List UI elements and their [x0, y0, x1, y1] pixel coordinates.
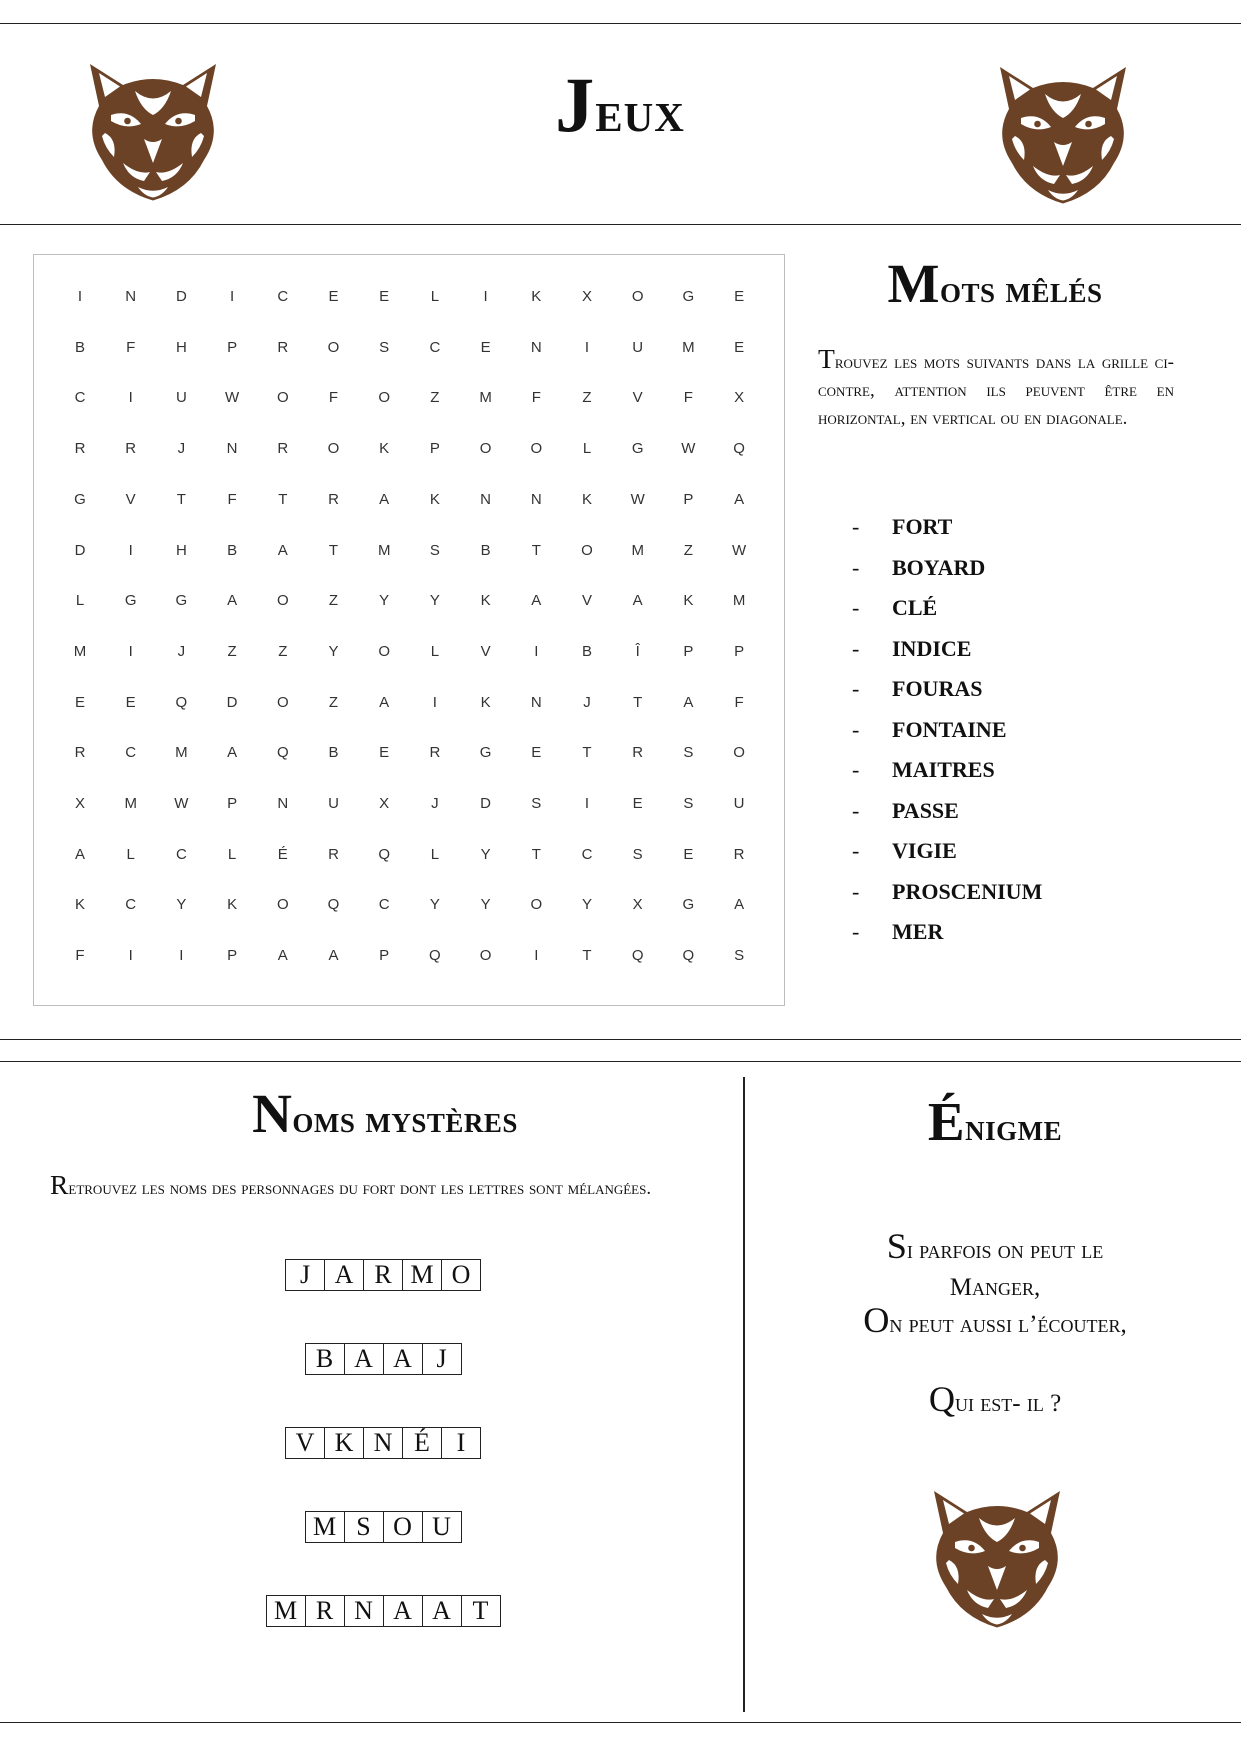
grid-letter: W: [630, 490, 645, 508]
grid-letter: S: [531, 795, 542, 812]
grid-letter: E: [125, 693, 136, 711]
grid-letter: Q: [175, 693, 188, 711]
list-bullet: -: [852, 635, 860, 661]
word-list-item: [852, 838, 1042, 879]
grid-letter: E: [379, 288, 390, 305]
grid-letter: U: [733, 795, 745, 812]
grid-letter: Y: [379, 592, 390, 610]
grid-letter: F: [328, 389, 339, 407]
grid-letter: B: [581, 642, 592, 660]
grid-letter: F: [531, 389, 541, 407]
grid-letter: O: [276, 389, 289, 407]
tiger-head-icon: [78, 55, 228, 205]
grid-letter: A: [328, 947, 339, 965]
grid-letter: A: [683, 693, 694, 711]
list-bullet: -: [852, 838, 860, 863]
grid-letter: W: [681, 440, 696, 458]
grid-letter: B: [480, 541, 491, 559]
grid-letter: H: [175, 338, 187, 356]
grid-letter: M: [631, 541, 644, 559]
grid-letter: Î: [635, 642, 640, 660]
grid-letter: C: [429, 338, 441, 356]
grid-letter: J: [583, 693, 591, 711]
grid-letter: R: [125, 440, 137, 458]
grid-letter: W: [225, 389, 240, 407]
grid-letter: B: [74, 338, 85, 356]
grid-letter: N: [226, 440, 238, 458]
grid-letter: D: [74, 541, 86, 559]
grid-letter: B: [328, 744, 339, 762]
grid-letter: V: [480, 642, 491, 660]
grid-letter: E: [632, 795, 643, 812]
list-bullet: -: [852, 554, 860, 580]
tiger-head-icon: [922, 1482, 1072, 1632]
grid-letter: Q: [682, 947, 695, 965]
grid-letter: Z: [227, 642, 237, 660]
grid-letter: P: [227, 338, 238, 356]
grid-letter: A: [277, 947, 288, 965]
word-list-item: [852, 676, 1042, 717]
grid-letter: V: [125, 490, 136, 508]
grid-letter: V: [581, 592, 592, 610]
grid-letter: R: [74, 744, 86, 762]
grid-letter: Y: [176, 896, 187, 914]
grid-letter: A: [734, 896, 745, 914]
tiger-head-icon: [988, 58, 1138, 208]
grid-letter: R: [328, 845, 339, 863]
grid-letter: I: [584, 338, 590, 356]
grid-letter: I: [179, 947, 184, 965]
letter-tile: M: [305, 1511, 345, 1543]
grid-letter: V: [632, 389, 643, 407]
grid-letter: C: [378, 896, 390, 914]
grid-letter: O: [276, 693, 289, 711]
grid-letter: E: [379, 744, 390, 762]
grid-letter: N: [530, 490, 542, 508]
grid-letter: O: [378, 642, 391, 660]
grid-letter: A: [632, 592, 643, 610]
grid-letter: F: [683, 389, 693, 407]
grid-letter: L: [430, 845, 440, 863]
grid-letter: G: [479, 744, 492, 762]
letter-tile: R: [305, 1595, 345, 1627]
letter-tile: U: [422, 1511, 462, 1543]
grid-letter: C: [175, 845, 187, 863]
grid-letter: Y: [429, 592, 440, 610]
list-bullet: -: [852, 797, 860, 823]
letter-tile: É: [402, 1427, 442, 1459]
grid-letter: E: [328, 288, 339, 305]
grid-letter: F: [227, 490, 237, 508]
word-label: CLÉ: [892, 595, 938, 620]
letter-tile: A: [344, 1343, 384, 1375]
word-label: FOURAS: [892, 676, 983, 701]
list-bullet: -: [852, 757, 860, 782]
list-bullet: -: [852, 514, 860, 539]
grid-letter: J: [177, 440, 186, 458]
grid-letter: R: [277, 338, 289, 356]
grid-letter: X: [734, 389, 745, 407]
grid-letter: I: [128, 541, 133, 559]
grid-letter: R: [74, 440, 86, 458]
list-bullet: -: [852, 595, 860, 620]
column-divider: [743, 1077, 745, 1712]
word-search-grid: [33, 254, 785, 1006]
grid-letter: A: [277, 541, 288, 559]
grid-letter: A: [734, 490, 745, 508]
grid-letter: S: [379, 338, 390, 356]
header-rule: [0, 224, 1241, 225]
grid-letter: S: [429, 541, 440, 559]
grid-letter: X: [581, 288, 592, 305]
letter-tile: B: [305, 1343, 345, 1375]
grid-letter: P: [429, 440, 440, 458]
grid-letter: T: [633, 693, 643, 711]
bottom-rule: [0, 1722, 1241, 1723]
grid-letter: B: [227, 541, 238, 559]
grid-letter: L: [582, 440, 592, 458]
letter-tile: S: [344, 1511, 384, 1543]
mystery-name-row: [286, 1427, 481, 1459]
grid-letter: K: [581, 490, 592, 508]
grid-letter: C: [277, 288, 289, 305]
grid-letter: I: [584, 795, 590, 812]
grid-letter: A: [227, 744, 238, 762]
list-bullet: -: [852, 716, 860, 742]
grid-letter: Q: [327, 896, 340, 914]
grid-letter: G: [124, 592, 137, 610]
grid-letter: G: [682, 896, 695, 914]
grid-letter: K: [74, 896, 85, 914]
grid-letter: I: [128, 947, 133, 965]
word-list-item: [852, 636, 1042, 677]
grid-letter: O: [327, 440, 340, 458]
grid-letter: I: [432, 693, 437, 711]
grid-letter: N: [277, 795, 289, 812]
list-bullet: -: [852, 919, 860, 944]
mystery-names-instructions: Retrouvez les noms des personnages du fort dont les lettres sont mélangées.: [50, 1169, 652, 1200]
riddle-title: Énigme: [927, 1091, 1063, 1152]
grid-letter: C: [74, 389, 86, 407]
mystery-name-row: [306, 1511, 462, 1543]
grid-letter: P: [227, 947, 238, 965]
grid-letter: R: [429, 744, 441, 762]
word-label: PROSCENIUM: [892, 878, 1043, 904]
grid-letter: O: [479, 440, 492, 458]
letter-tile: K: [324, 1427, 364, 1459]
mystery-name-row: [267, 1595, 501, 1627]
grid-letter: I: [230, 288, 235, 305]
grid-letter: W: [732, 541, 747, 559]
mystery-name-row: [286, 1259, 481, 1291]
grid-letter: M: [682, 338, 695, 356]
grid-letter: D: [480, 795, 492, 812]
grid-letter: Q: [378, 845, 391, 863]
letter-tile: O: [383, 1511, 423, 1543]
grid-letter: Z: [683, 541, 693, 559]
grid-letter: U: [175, 389, 187, 407]
grid-letter: L: [430, 642, 440, 660]
letter-tile: R: [363, 1259, 403, 1291]
word-label: PASSE: [892, 797, 959, 823]
word-label: FONTAINE: [892, 716, 1007, 742]
grid-letter: E: [734, 288, 745, 305]
grid-letter: T: [531, 845, 541, 863]
riddle-question: Qui est- il ?: [928, 1379, 1062, 1419]
grid-letter: M: [124, 795, 137, 812]
grid-letter: N: [530, 693, 542, 711]
letter-tile: J: [422, 1343, 462, 1375]
grid-letter: O: [276, 592, 289, 610]
letter-tile: A: [383, 1343, 423, 1375]
grid-letter: O: [327, 338, 340, 356]
grid-letter: X: [632, 896, 643, 914]
grid-letter: E: [531, 744, 542, 762]
grid-letter: O: [530, 440, 543, 458]
grid-letter: I: [483, 288, 488, 305]
grid-letter: S: [683, 795, 694, 812]
grid-letter: A: [227, 592, 238, 610]
grid-letter: P: [227, 795, 238, 812]
letter-tile: A: [422, 1595, 462, 1627]
grid-letter: Q: [429, 947, 441, 965]
word-label: BOYARD: [892, 554, 986, 580]
letter-tile: N: [363, 1427, 403, 1459]
top-rule: [0, 23, 1241, 24]
word-list-item: [852, 757, 1042, 798]
grid-letter: P: [683, 642, 694, 660]
grid-letter: F: [75, 947, 85, 965]
letter-tile: O: [441, 1259, 481, 1291]
word-list-item: [852, 919, 1042, 960]
grid-letter: P: [379, 947, 390, 965]
grid-letter: S: [734, 947, 745, 965]
grid-letter: A: [74, 845, 85, 863]
grid-letter: R: [632, 744, 644, 762]
grid-letter: A: [379, 693, 390, 711]
word-label: MER: [892, 919, 944, 944]
word-label: MAITRES: [892, 757, 995, 782]
riddle-line-3: On peut aussi l’écouter,: [863, 1300, 1127, 1340]
grid-letter: K: [531, 288, 542, 305]
mystery-names-title: Noms mystères: [252, 1083, 518, 1144]
grid-letter: T: [176, 490, 186, 508]
grid-letter: U: [632, 338, 644, 356]
grid-letter: D: [226, 693, 238, 711]
middle-rule-1: [0, 1039, 1241, 1040]
word-label: INDICE: [892, 635, 972, 661]
grid-letter: M: [479, 389, 492, 407]
grid-letter: E: [683, 845, 694, 863]
page-title: Jeux: [555, 61, 685, 148]
grid-letter: P: [683, 490, 694, 508]
grid-letter: I: [128, 389, 133, 407]
grid-letter: Q: [276, 744, 289, 762]
grid-letter: O: [378, 389, 391, 407]
grid-letter: R: [733, 845, 745, 863]
grid-letter: Y: [328, 642, 339, 660]
letter-tile: M: [266, 1595, 306, 1627]
middle-rule-2: [0, 1061, 1241, 1062]
letter-tile: A: [383, 1595, 423, 1627]
grid-letter: K: [429, 490, 440, 508]
grid-letter: Z: [278, 642, 288, 660]
word-list-item: [852, 798, 1042, 839]
list-bullet: -: [852, 676, 860, 701]
grid-letter: T: [582, 947, 592, 965]
grid-letter: E: [734, 338, 745, 356]
grid-letter: Z: [328, 693, 339, 711]
grid-letter: Y: [480, 845, 491, 863]
grid-letter: S: [632, 845, 643, 863]
grid-letter: M: [73, 642, 87, 660]
grid-letter: T: [278, 490, 288, 508]
grid-letter: O: [479, 947, 492, 965]
grid-letter: P: [734, 642, 745, 660]
grid-letter: Q: [733, 440, 745, 458]
grid-letter: I: [534, 947, 539, 965]
grid-letter: K: [227, 896, 238, 914]
word-label: FORT: [892, 514, 953, 539]
grid-letter: C: [125, 744, 137, 762]
list-bullet: -: [852, 878, 860, 904]
mystery-name-row: [306, 1343, 462, 1375]
grid-letter: O: [276, 896, 289, 914]
grid-letter: Q: [631, 947, 644, 965]
grid-letter: I: [128, 642, 133, 660]
grid-letter: R: [277, 440, 289, 458]
grid-letter: O: [530, 896, 543, 914]
grid-letter: X: [74, 795, 85, 812]
letter-tile: I: [441, 1427, 481, 1459]
word-label: VIGIE: [892, 838, 957, 863]
grid-letter: J: [177, 642, 186, 660]
grid-letter: R: [328, 490, 339, 508]
grid-letter: W: [174, 795, 189, 812]
grid-letter: G: [74, 490, 86, 508]
grid-letter: K: [379, 440, 390, 458]
grid-letter: K: [683, 592, 694, 610]
grid-letter: L: [75, 592, 85, 610]
grid-letter: M: [377, 541, 391, 559]
grid-letter: G: [631, 440, 644, 458]
grid-letter: C: [125, 896, 137, 914]
letter-tile: J: [285, 1259, 325, 1291]
letter-tile: N: [344, 1595, 384, 1627]
grid-letter: S: [683, 744, 694, 762]
grid-letter: Z: [582, 389, 592, 407]
letter-tile: M: [402, 1259, 442, 1291]
grid-letter: L: [126, 845, 135, 863]
grid-letter: N: [125, 288, 137, 305]
word-list: [852, 514, 1042, 960]
letter-tile: T: [461, 1595, 501, 1627]
grid-letter: Y: [480, 896, 491, 914]
letter-tile: V: [285, 1427, 325, 1459]
riddle-line-2: manger,: [949, 1263, 1041, 1303]
grid-letter: E: [74, 693, 85, 711]
grid-letter: E: [480, 338, 491, 356]
word-list-item: [852, 595, 1042, 636]
grid-letter: Y: [581, 896, 592, 914]
grid-letter: L: [227, 845, 237, 863]
grid-letter: H: [175, 541, 187, 559]
grid-letter: G: [682, 288, 695, 305]
grid-letter: A: [379, 490, 390, 508]
word-list-item: [852, 879, 1042, 920]
grid-letter: A: [531, 592, 542, 610]
grid-letter: O: [631, 288, 644, 305]
grid-letter: O: [733, 744, 745, 762]
grid-letter: D: [175, 288, 187, 305]
grid-letter: T: [582, 744, 592, 762]
grid-letter: T: [328, 541, 339, 559]
word-list-item: [852, 717, 1042, 758]
grid-letter: M: [175, 744, 188, 762]
grid-letter: U: [328, 795, 339, 812]
grid-letter: N: [530, 338, 542, 356]
grid-letter: C: [581, 845, 593, 863]
grid-letter: I: [534, 642, 539, 660]
word-list-item: [852, 514, 1042, 555]
grid-letter: K: [480, 592, 491, 610]
grid-letter: Z: [328, 592, 339, 610]
riddle-line-1: Si parfois on peut le: [886, 1226, 1104, 1266]
word-search-title: Mots mêlés: [887, 253, 1103, 314]
grid-letter: Y: [429, 896, 440, 914]
grid-letter: L: [430, 288, 440, 305]
grid-letter: N: [480, 490, 492, 508]
grid-letter: O: [581, 541, 593, 559]
grid-letter: F: [734, 693, 744, 711]
grid-letter: I: [77, 288, 83, 305]
grid-letter: F: [126, 338, 136, 356]
grid-letter: T: [531, 541, 541, 559]
grid-letter: X: [379, 795, 390, 812]
grid-letter: K: [480, 693, 491, 711]
word-search-instructions: Trouvez les mots suivants dans la grille ci- contre, attention ils peuvent être en horizontal, en vertical ou en diagonale.: [818, 343, 1174, 429]
grid-letter: É: [277, 845, 288, 863]
grid-letter: J: [431, 795, 439, 812]
letter-tile: A: [324, 1259, 364, 1291]
word-list-item: [852, 555, 1042, 596]
grid-letter: Z: [430, 389, 440, 407]
grid-letter: M: [732, 592, 746, 610]
grid-letter: G: [175, 592, 188, 610]
